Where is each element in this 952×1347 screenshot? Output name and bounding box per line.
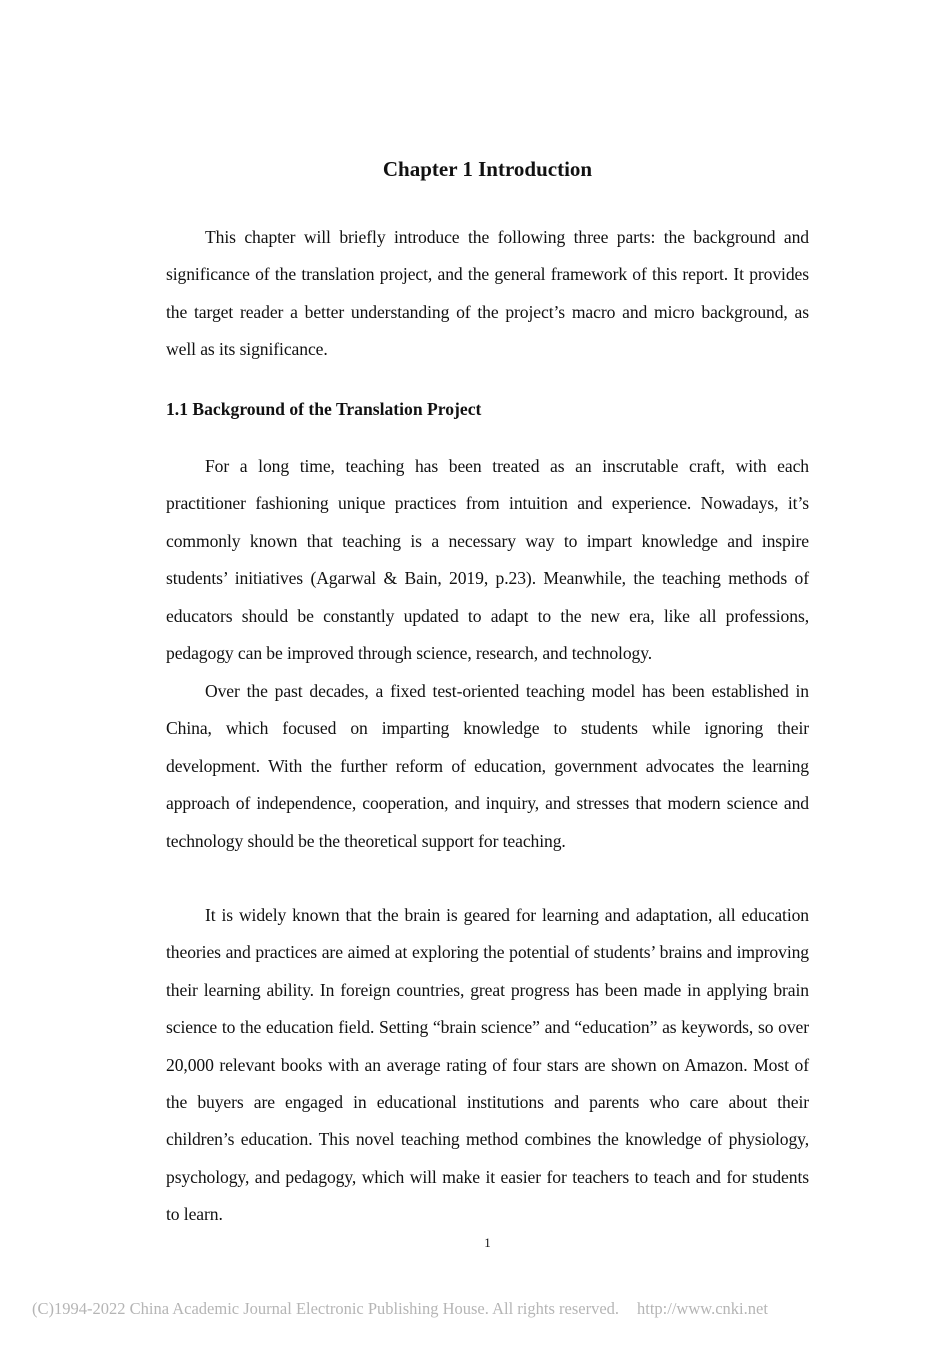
section-heading: 1.1 Background of the Translation Project — [166, 399, 482, 419]
page-number: 1 — [484, 1235, 491, 1250]
body-paragraph-1: For a long time, teaching has been treated as an inscrutable craft, with each practitioner fashioning unique practices from intuition and experience. Nowadays, it’s commonly known that teaching is a necessary way to impart knowledge and inspire students’ initiatives (Agarwal & Bain, 2019, p.23). Meanwhile, the teaching methods of educators should be constantly updated to adapt to the new era, like all professions, pedagogy can be improved through science, research, and technology. — [166, 456, 809, 664]
body-paragraph-2: Over the past decades, a fixed test-oriented teaching model has been established in China, which focused on imparting knowledge to students while ignoring their development. With the further reform of education, government advocates the learning approach of independence, cooperation, and inquiry, and stresses that modern science and technology should be the theoretical support for teaching. — [166, 681, 809, 851]
intro-paragraph: This chapter will briefly introduce the following three parts: the background and significance of the translation project, and the general framework of this report. It provides the target reader a better understanding of the project’s macro and micro background, as well as its significance. — [166, 227, 809, 360]
copyright-text: (C)1994-2022 China Academic Journal Electronic Publishing House. All rights reserved. — [32, 1299, 620, 1318]
copyright-footer — [32, 1298, 932, 1320]
chapter-title: Chapter 1 Introduction — [382, 157, 593, 181]
footer-url: http://www.cnki.net — [637, 1299, 768, 1318]
body-paragraph-3: It is widely known that the brain is geared for learning and adaptation, all education theories and practices are aimed at exploring the potential of students’ brains and improving their learning ability. In foreign countries, great progress has been made in applying brain science to the education field. Setting “brain science” and “education” as keywords, so over 20,000 relevant books with an average rating of four stars are shown on Amazon. Most of the buyers are engaged in educational institutions and parents who care about their children’s education. This novel teaching method combines the knowledge of physiology, psychology, and pedagogy, which will make it easier for teachers to teach and for students to learn. — [166, 905, 809, 1225]
